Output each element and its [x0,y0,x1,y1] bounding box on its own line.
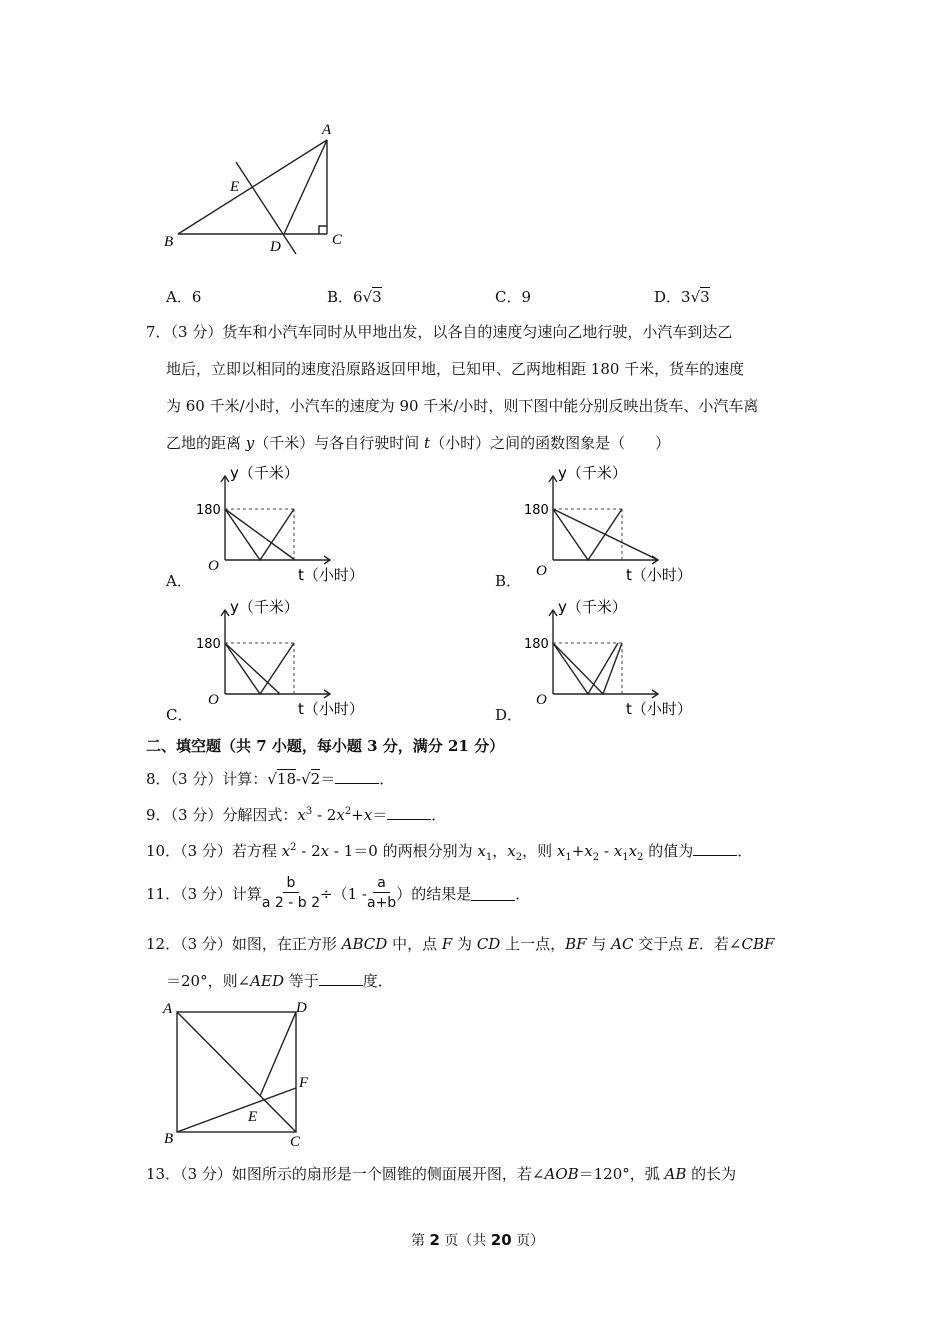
label-D: D [270,239,281,255]
radical-sign-icon: √ [301,770,311,788]
q12-square-figure [160,996,320,1151]
svg-text:A: A [163,1001,173,1017]
q7-option-a-letter: A． [166,572,192,590]
svg-text:F: F [299,1075,309,1091]
svg-text:180: 180 [196,503,221,518]
q6-triangle-figure [150,118,350,258]
q9-line: 9．（3 分）分解因式：$x^3 - 2x^2+x=$ ． [146,806,447,824]
q7-graph-b [518,460,698,585]
segment-BF [177,1088,296,1132]
svg-text:t（小时）: t（小时） [298,700,364,718]
answer-blank[interactable] [319,971,363,986]
q7-graph-c [190,594,370,719]
car-line [225,643,294,694]
q6-option-c: C．9 [495,288,532,306]
svg-text:y（千米）: y（千米） [558,464,627,482]
svg-text:y（千米）: y（千米） [230,598,299,616]
answer-blank[interactable] [335,769,379,784]
q6-option-b: B．6√3 [327,288,382,306]
label-E: E [230,179,240,195]
svg-text:O: O [536,692,547,708]
svg-text:t（小时）: t（小时） [626,700,692,718]
right-angle-mark [319,226,327,234]
truck-line [553,643,622,694]
perpendicular-bisector-line [236,162,296,254]
q6-option-a: A．6 [166,288,202,306]
answer-blank[interactable] [471,886,515,901]
car-line [553,643,618,694]
q7-line-3: 为 60 千米/小时，小汽车的速度为 90 千米/小时，则下图中能分别反映出货车、小汽车离 [166,397,759,415]
truck-line [225,643,280,694]
q7-line-2: 地后，立即以相同的速度沿原路返回甲地，已知甲、乙两地相距 180 千米，货车的速度 [166,360,745,378]
q11-line: 11．（3 分）计算 $\frac{b}{a 2 - b 2}$ ÷（1 - $\frac{a}{a+b}$ ）的结果是 ． [146,875,531,911]
section-2-title: 二、填空题（共 7 小题，每小题 3 分，满分 21 分） [146,737,505,755]
label-B: B [164,234,174,250]
svg-text:y（千米）: y（千米） [558,598,627,616]
svg-text:O: O [536,563,547,579]
q7-option-d-letter: D． [495,706,523,724]
car-line [553,509,622,560]
svg-text:t（小时）: t（小时） [298,566,364,584]
fraction-1: $\frac{b}{a 2 - b 2}$ [261,875,321,911]
q7-line-1: 7．（3 分）货车和小汽车同时从甲地出发，以各自的速度匀速向乙地行驶，小汽车到达乙 [146,323,733,341]
svg-text:O: O [208,692,219,708]
q12-line-1: 12．（3 分）如图，在正方形 ABCD 中，点 F 为 CD 上一点，BF 与 AC 交于点 E．若∠CBF [146,935,775,953]
q7-graph-d [518,594,698,719]
svg-text:t（小时）: t（小时） [626,566,692,584]
page-footer: 第 2 页（共 20 页） [411,1231,545,1249]
truck-line [225,509,295,560]
svg-text:E: E [248,1109,258,1125]
svg-text:O: O [208,558,219,574]
segment-DE [260,1012,296,1096]
radical-sign-icon: √ [362,288,373,306]
radical-sign-icon: √ [267,770,277,788]
q12-line-2: ＝20°，则∠AED 等于 度． [166,972,393,990]
diagonal-AC [177,1012,296,1132]
q6-option-d: D．3√3 [654,288,710,306]
q7-option-b-letter: B． [495,572,522,590]
svg-text:y（千米）: y（千米） [230,464,299,482]
svg-text:180: 180 [524,637,549,652]
q13-line: 13．（3 分）如图所示的扇形是一个圆锥的侧面展开图，若∠AOB＝120°，弧 AB 的长为 [146,1165,737,1183]
q7-option-c-letter: C． [166,706,193,724]
radical-sign-icon: √ [690,288,701,306]
answer-blank[interactable] [387,805,431,820]
svg-text:D: D [296,1000,307,1016]
q8-line: 8．（3 分）计算：√18-√2＝ ． [146,770,395,788]
label-A: A [322,122,332,138]
svg-text:180: 180 [524,503,549,518]
answer-blank[interactable] [693,841,737,856]
fraction-2: $\frac{a}{a+b}$ [367,875,397,911]
q7-graph-a [190,460,370,585]
label-C: C [332,232,343,248]
svg-text:C: C [290,1134,301,1150]
svg-text:180: 180 [196,637,221,652]
svg-text:B: B [164,1131,174,1147]
q10-line: 10．（3 分）若方程 $x^2 - 2x - 1=0$ 的两根分别为 $x_1$，$x_2$，则 $x_1+x_2 - x_1x_2$ 的值为 ． [146,842,753,863]
q7-line-4: 乙地的距离 y（千米）与各自行驶时间 t（小时）之间的函数图象是（ ） [166,434,671,452]
